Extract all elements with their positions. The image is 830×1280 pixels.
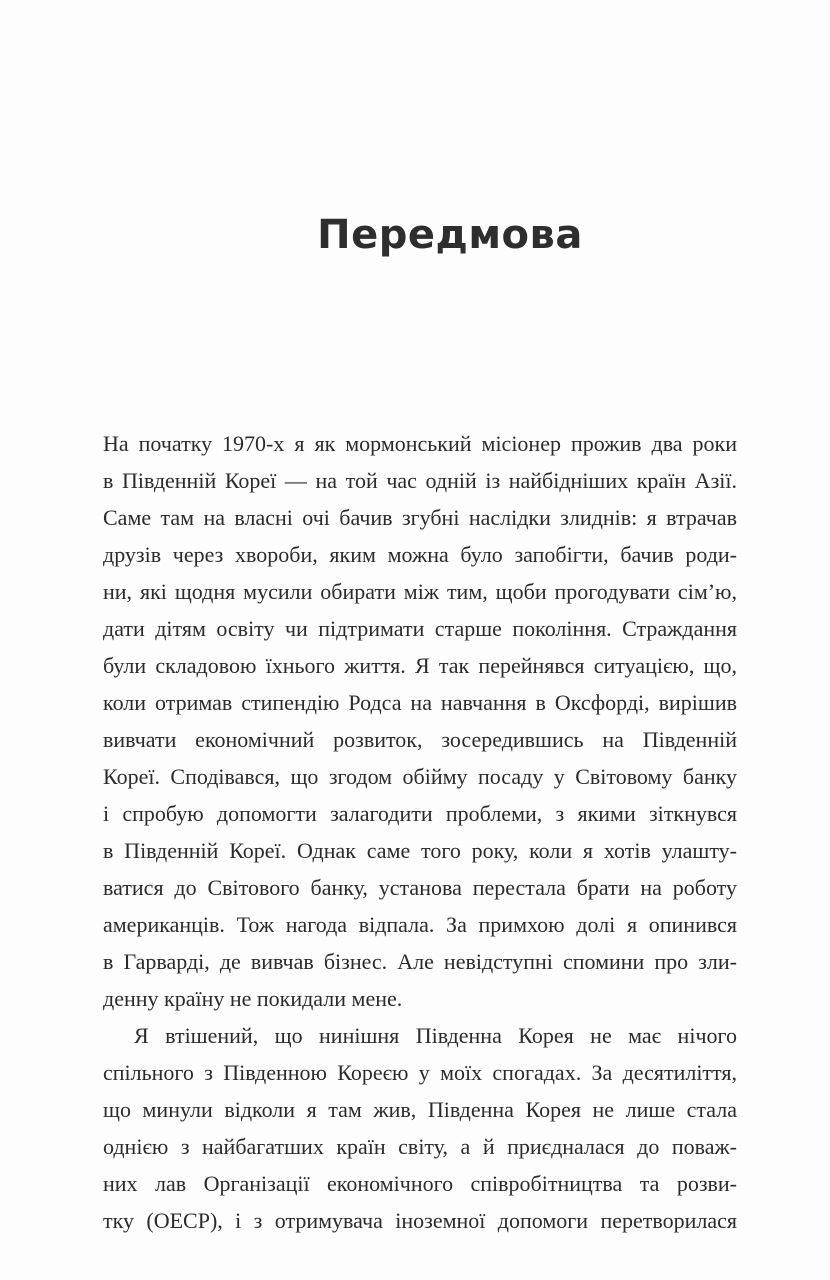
text-line: спільного з Південною Кореєю у моїх спогадах. За десятиліття, — [103, 1060, 737, 1085]
text-line: в Південній Кореї — на той час одній із найбідніших країн Азії. — [103, 468, 737, 493]
text-line: друзів через хвороби, яким можна було запобігти, бачив роди- — [103, 542, 737, 567]
text-line: Саме там на власні очі бачив згубні наслідки злиднів: я втрачав — [103, 505, 737, 530]
text-line: Кореї. Сподівався, що згодом обійму посаду у Світовому банку — [103, 764, 737, 789]
text-line: що минули відколи я там жив, Південна Корея не лише стала — [103, 1097, 737, 1122]
text-line: американців. Тож нагода відпала. За примхою долі я опинився — [103, 912, 737, 937]
text-line: в Південній Кореї. Однак саме того року, коли я хотів улашту- — [103, 838, 737, 863]
text-line: На початку 1970-х я як мормонський місіонер прожив два роки — [103, 431, 737, 456]
text-line: однією з найбагатших країн світу, а й приєдналася до поваж- — [103, 1134, 737, 1159]
text-line: дати дітям освіту чи підтримати старше покоління. Страждання — [103, 616, 737, 641]
text-line: коли отримав стипендію Родса на навчання в Оксфорді, вирішив — [103, 690, 737, 715]
text-line: були складовою їхнього життя. Я так перейнявся ситуацією, що, — [103, 653, 737, 678]
text-line: денну країну не покидали мене. — [103, 986, 403, 1011]
chapter-title: Передмова — [317, 212, 583, 258]
text-line: і спробую допомогти залагодити проблеми, з якими зіткнувся — [103, 801, 737, 826]
text-line: Я втішений, що нинішня Південна Корея не має нічого — [134, 1023, 737, 1048]
text-line: ватися до Світового банку, установа перестала брати на роботу — [103, 875, 737, 900]
text-line: ни, які щодня мусили обирати між тим, щоби прогодувати сім’ю, — [103, 579, 737, 604]
text-line: вивчати економічний розвиток, зосередившись на Південній — [103, 727, 737, 752]
text-line: них лав Організації економічного співробітництва та розви- — [103, 1171, 737, 1196]
body-text — [103, 425, 737, 1239]
text-line: в Гарварді, де вивчав бізнес. Але невідступні спомини про зли- — [103, 949, 737, 974]
text-line: тку (ОЕСР), і з отримувача іноземної допомоги перетворилася — [103, 1208, 737, 1233]
